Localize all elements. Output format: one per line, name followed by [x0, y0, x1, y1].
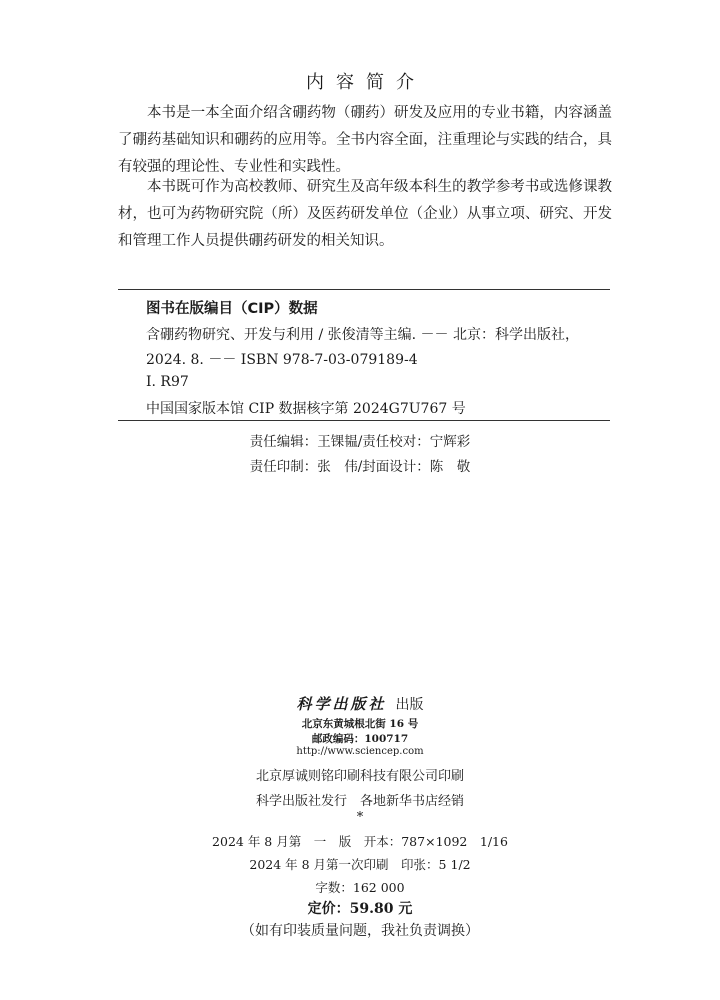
quality-notice: （如有印装质量问题，我社负责调换） — [241, 923, 479, 939]
word-count: 字数：162 000 — [315, 880, 405, 895]
publisher-url: http://www.sciencep.com — [296, 746, 424, 757]
intro-paragraph-2: 本书既可作为高校教师、研究生及高年级本科生的教学参考书或选修课教材，也可为药物研究院（所）及医药研发单位（企业）从事立项、研究、开发和管理工作人员提供硼药研发的相关知识。 — [118, 179, 612, 249]
publisher-postcode: 邮政编码：100717 — [311, 733, 409, 745]
publisher-suffix: 出版 — [395, 697, 424, 713]
intro-paragraph-1: 本书是一本全面介绍含硼药物（硼药）研发及应用的专业书籍，内容涵盖了硼药基础知识和硼药的应用等。全书内容全面，注重理论与实践的结合，具有较强的理论性、专业性和实践性。 — [118, 105, 612, 175]
cip-top-rule — [118, 289, 610, 290]
printer-line: 北京厚诚则铭印刷科技有限公司印刷 — [255, 769, 464, 784]
cip-bottom-rule — [118, 420, 610, 421]
edition-line: 2024 年 8 月第 一 版 开本：787×1092 1/16 — [212, 834, 508, 849]
page-title: 内容简介 — [306, 72, 426, 93]
publisher-line — [0, 693, 720, 714]
price: 定价：59.80 元 — [307, 901, 413, 917]
separator-star: * — [356, 810, 364, 825]
staff-production: 责任印制：张 伟/封面设计：陈 敬 — [249, 459, 471, 475]
cip-line-record: 中国国家版本馆 CIP 数据核字第 2024G7U767 号 — [146, 401, 466, 417]
staff-editors: 责任编辑：王锞韫/责任校对：宁辉彩 — [249, 434, 471, 450]
cip-line-class: Ⅰ. R97 — [146, 374, 189, 390]
cip-line-title: 含硼药物研究、开发与利用 / 张俊清等主编. －－ 北京：科学出版社， — [146, 327, 579, 343]
publisher-address: 北京东黄城根北街 16 号 — [301, 718, 419, 730]
printing-line: 2024 年 8 月第一次印刷 印张：5 1/2 — [249, 857, 471, 872]
publisher-logo-name: 科学出版社 — [296, 695, 387, 713]
cip-heading: 图书在版编目（CIP）数据 — [146, 301, 318, 317]
cip-line-isbn: 2024. 8. －－ ISBN 978-7-03-079189-4 — [146, 352, 418, 368]
distribution-line: 科学出版社发行 各地新华书店经销 — [255, 794, 464, 809]
